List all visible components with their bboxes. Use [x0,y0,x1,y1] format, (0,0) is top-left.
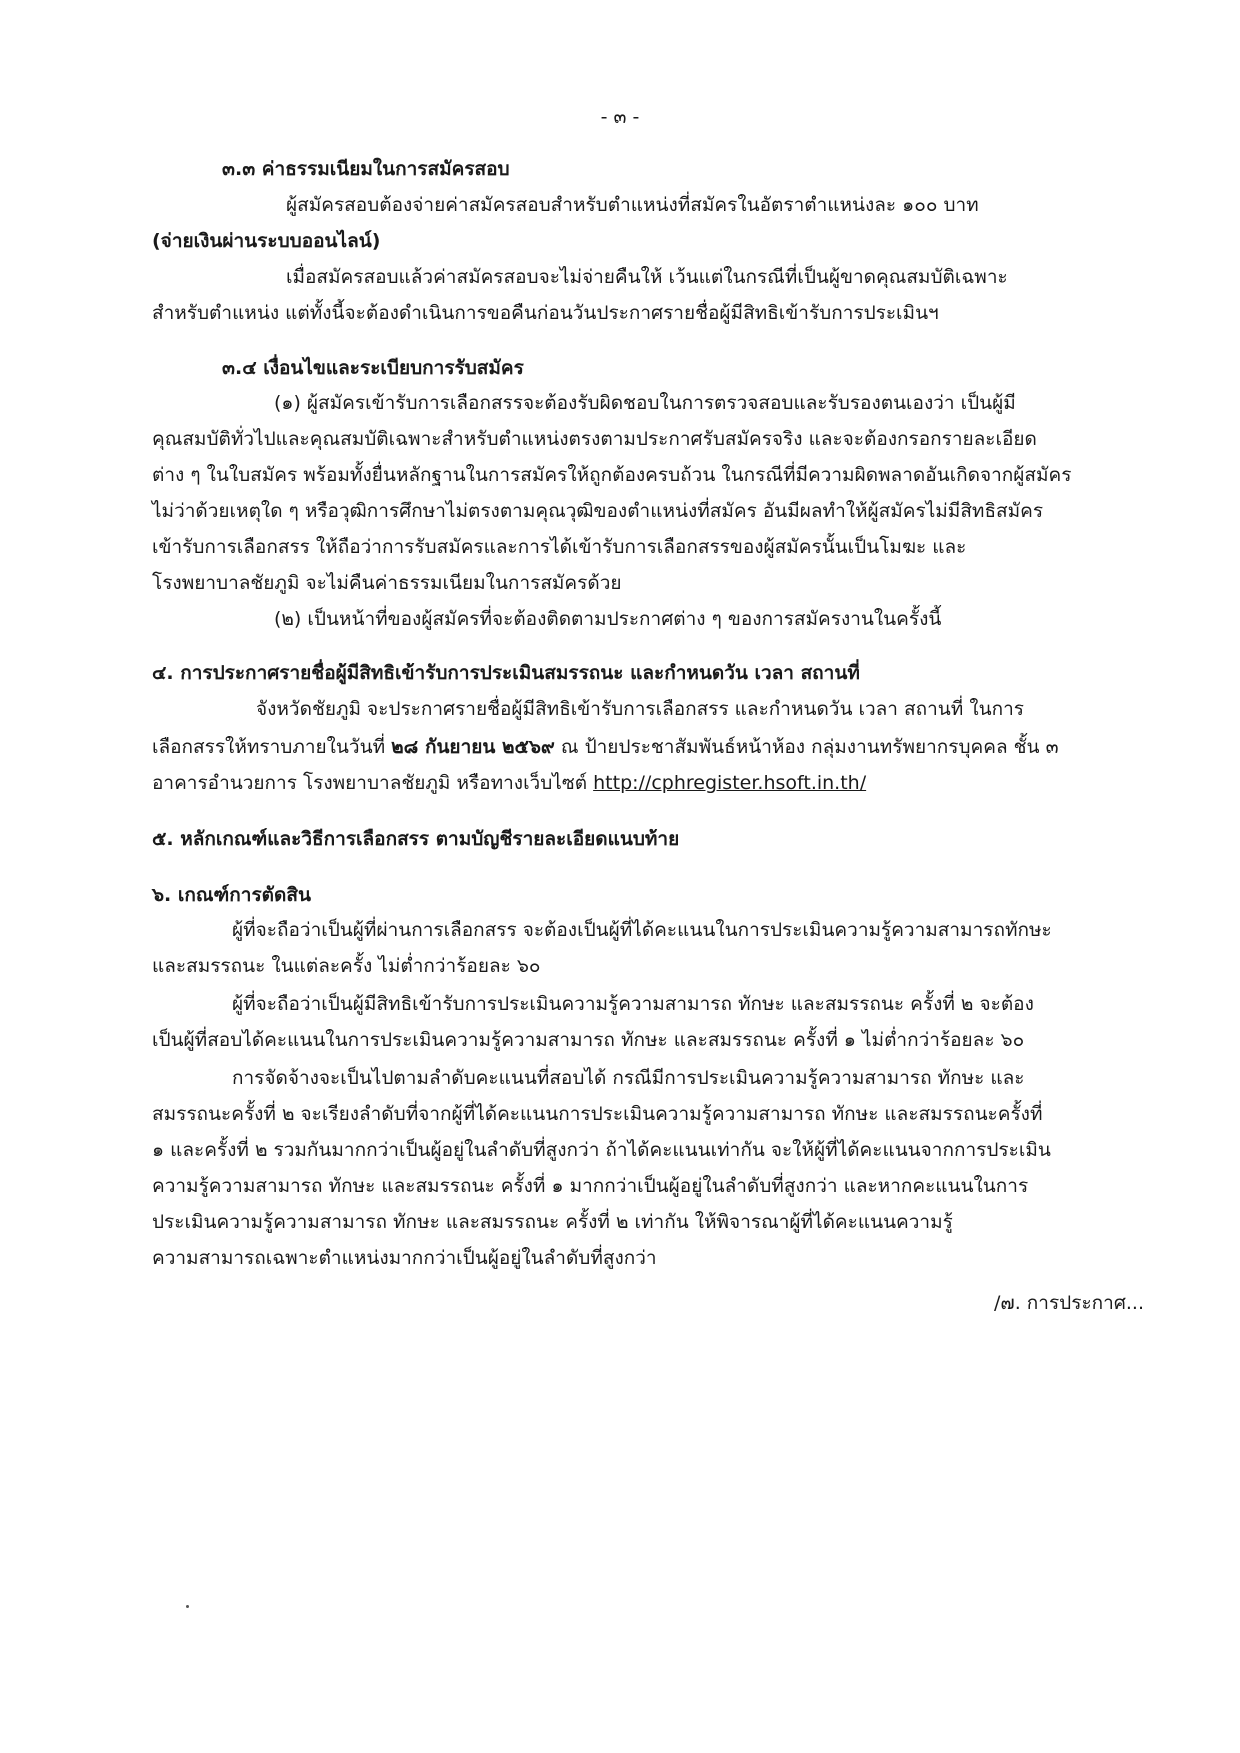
section-3-4-item1-line2: คุณสมบัติทั่วไปและคุณสมบัติเฉพาะสำหรับตำแหน่งตรงตามประกาศรับสมัครจริง และจะต้องกรอกรายละเอียด [152,428,1037,450]
section-3-4-item1-line5: เข้ารับการเลือกสรร ให้ถือว่าการรับสมัครและการได้เข้ารับการเลือกสรรของผู้สมัครนั้นเป็นโมฆะ และ [152,536,967,558]
section-3-4-item1-line6: โรงพยาบาลชัยภูมิ จะไม่คืนค่าธรรมเนียมในการสมัครด้วย [152,572,622,594]
section-3-3-para2-line1: เมื่อสมัครสอบแล้วค่าสมัครสอบจะไม่จ่ายคืนให้ เว้นแต่ในกรณีที่เป็นผู้ขาดคุณสมบัติเฉพาะ [286,266,1008,288]
announcement-date: ๒๘ กันยายน ๒๕๖๙ [391,736,555,758]
section-3-3-para1-line2: (จ่ายเงินผ่านระบบออนไลน์) [152,230,381,252]
section-6-para2-line1: ผู้ที่จะถือว่าเป็นผู้มีสิทธิเข้ารับการประเมินความรู้ความสามารถ ทักษะ และสมรรถนะ ครั้งที่ ๒ จะต้อง [232,993,1034,1015]
section-3-4-item1-line1: (๑) ผู้สมัครเข้ารับการเลือกสรรจะต้องรับผิดชอบในการตรวจสอบและรับรองตนเองว่า เป็นผู้มี [274,392,1016,414]
section-4-line2-text: เลือกสรรให้ทราบภายในวันที่ [152,736,392,758]
section-4-line3-text: อาคารอำนวยการ โรงพยาบาลชัยภูมิ หรือทางเว็บไซต์ [152,772,594,794]
section-6-para3-line1: การจัดจ้างจะเป็นไปตามลำดับคะแนนที่สอบได้ กรณีมีการประเมินความรู้ความสามารถ ทักษะ และ [232,1067,1025,1089]
section-3-4-item1-line3: ต่าง ๆ ในใบสมัคร พร้อมทั้งยื่นหลักฐานในการสมัครให้ถูกต้องครบถ้วน ในกรณีที่มีความผิดพลาดอันเกิดจากผู้สมัคร [152,464,1072,486]
section-3-4-item2-line1: (๒) เป็นหน้าที่ของผู้สมัครที่จะต้องติดตามประกาศต่าง ๆ ของการสมัครงานในครั้งนี้ [274,608,942,630]
scan-speck [186,1605,189,1608]
website-link[interactable]: http://cphregister.hsoft.in.th/ [593,772,867,794]
section-3-3-para2-line2: สำหรับตำแหน่ง แต่ทั้งนี้จะต้องดำเนินการขอคืนก่อนวันประกาศรายชื่อผู้มีสิทธิเข้ารับการประเมินฯ [152,302,939,324]
section-5-heading: ๕. หลักเกณฑ์และวิธีการเลือกสรร ตามบัญชีรายละเอียดแนบท้าย [152,828,680,850]
section-4-line2 [152,734,1059,760]
continuation-marker: /๗. การประกาศ... [994,1292,1144,1314]
section-4-line2-location: ณ ป้ายประชาสัมพันธ์หน้าห้อง กลุ่มงานทรัพยากรบุคคล ชั้น ๓ [554,736,1059,758]
section-3-3-heading: ๓.๓ ค่าธรรมเนียมในการสมัครสอบ [222,158,510,180]
section-6-heading: ๖. เกณฑ์การตัดสิน [152,884,311,906]
section-3-4-item1-line4: ไม่ว่าด้วยเหตุใด ๆ หรือวุฒิการศึกษาไม่ตรงตามคุณวุฒิของตำแหน่งที่สมัคร อันมีผลทำให้ผู้สมัครไม่มีสิทธิสมัคร [152,500,1044,522]
section-6-para1-line2: และสมรรถนะ ในแต่ละครั้ง ไม่ต่ำกว่าร้อยละ ๖๐ [152,955,541,977]
section-6-para1-line1: ผู้ที่จะถือว่าเป็นผู้ที่ผ่านการเลือกสรร จะต้องเป็นผู้ที่ได้คะแนนในการประเมินความรู้ความสามารถทักษะ [232,919,1052,941]
section-4-heading: ๔. การประกาศรายชื่อผู้มีสิทธิเข้ารับการประเมินสมรรถนะ และกำหนดวัน เวลา สถานที่ [152,662,860,684]
page-number: - ๓ - [600,106,640,128]
section-6-para3-line2: สมรรถนะครั้งที่ ๒ จะเรียงลำดับที่จากผู้ที่ได้คะแนนการประเมินความรู้ความสามารถ ทักษะ และสมรรถนะครั้งที่ [152,1103,1043,1125]
section-6-para3-line5: ประเมินความรู้ความสามารถ ทักษะ และสมรรถนะ ครั้งที่ ๒ เท่ากัน ให้พิจารณาผู้ที่ได้คะแนนความรู้ [152,1211,953,1233]
section-6-para2-line2: เป็นผู้ที่สอบได้คะแนนในการประเมินความรู้ความสามารถ ทักษะ และสมรรถนะ ครั้งที่ ๑ ไม่ต่ำกว่าร้อยละ ๖๐ [152,1029,1025,1051]
section-6-para3-line4: ความรู้ความสามารถ ทักษะ และสมรรถนะ ครั้งที่ ๑ มากกว่าเป็นผู้อยู่ในลำดับที่สูงกว่า และหากคะแนนในการ [152,1175,1029,1197]
section-3-3-para1-line1: ผู้สมัครสอบต้องจ่ายค่าสมัครสอบสำหรับตำแหน่งที่สมัครในอัตราตำแหน่งละ ๑๐๐ บาท [286,194,979,216]
section-6-para3-line3: ๑ และครั้งที่ ๒ รวมกันมากกว่าเป็นผู้อยู่ในลำดับที่สูงกว่า ถ้าได้คะแนนเท่ากัน จะให้ผู้ที่ได้คะแนนจากการประเมิน [152,1139,1051,1161]
section-4-line3 [152,770,866,796]
section-4-line1: จังหวัดชัยภูมิ จะประกาศรายชื่อผู้มีสิทธิเข้ารับการเลือกสรร และกำหนดวัน เวลา สถานที่ ในการ [256,698,1024,720]
section-3-4-heading: ๓.๔ เงื่อนไขและระเบียบการรับสมัคร [222,357,524,379]
section-6-para3-line6: ความสามารถเฉพาะตำแหน่งมากกว่าเป็นผู้อยู่ในลำดับที่สูงกว่า [152,1247,657,1269]
